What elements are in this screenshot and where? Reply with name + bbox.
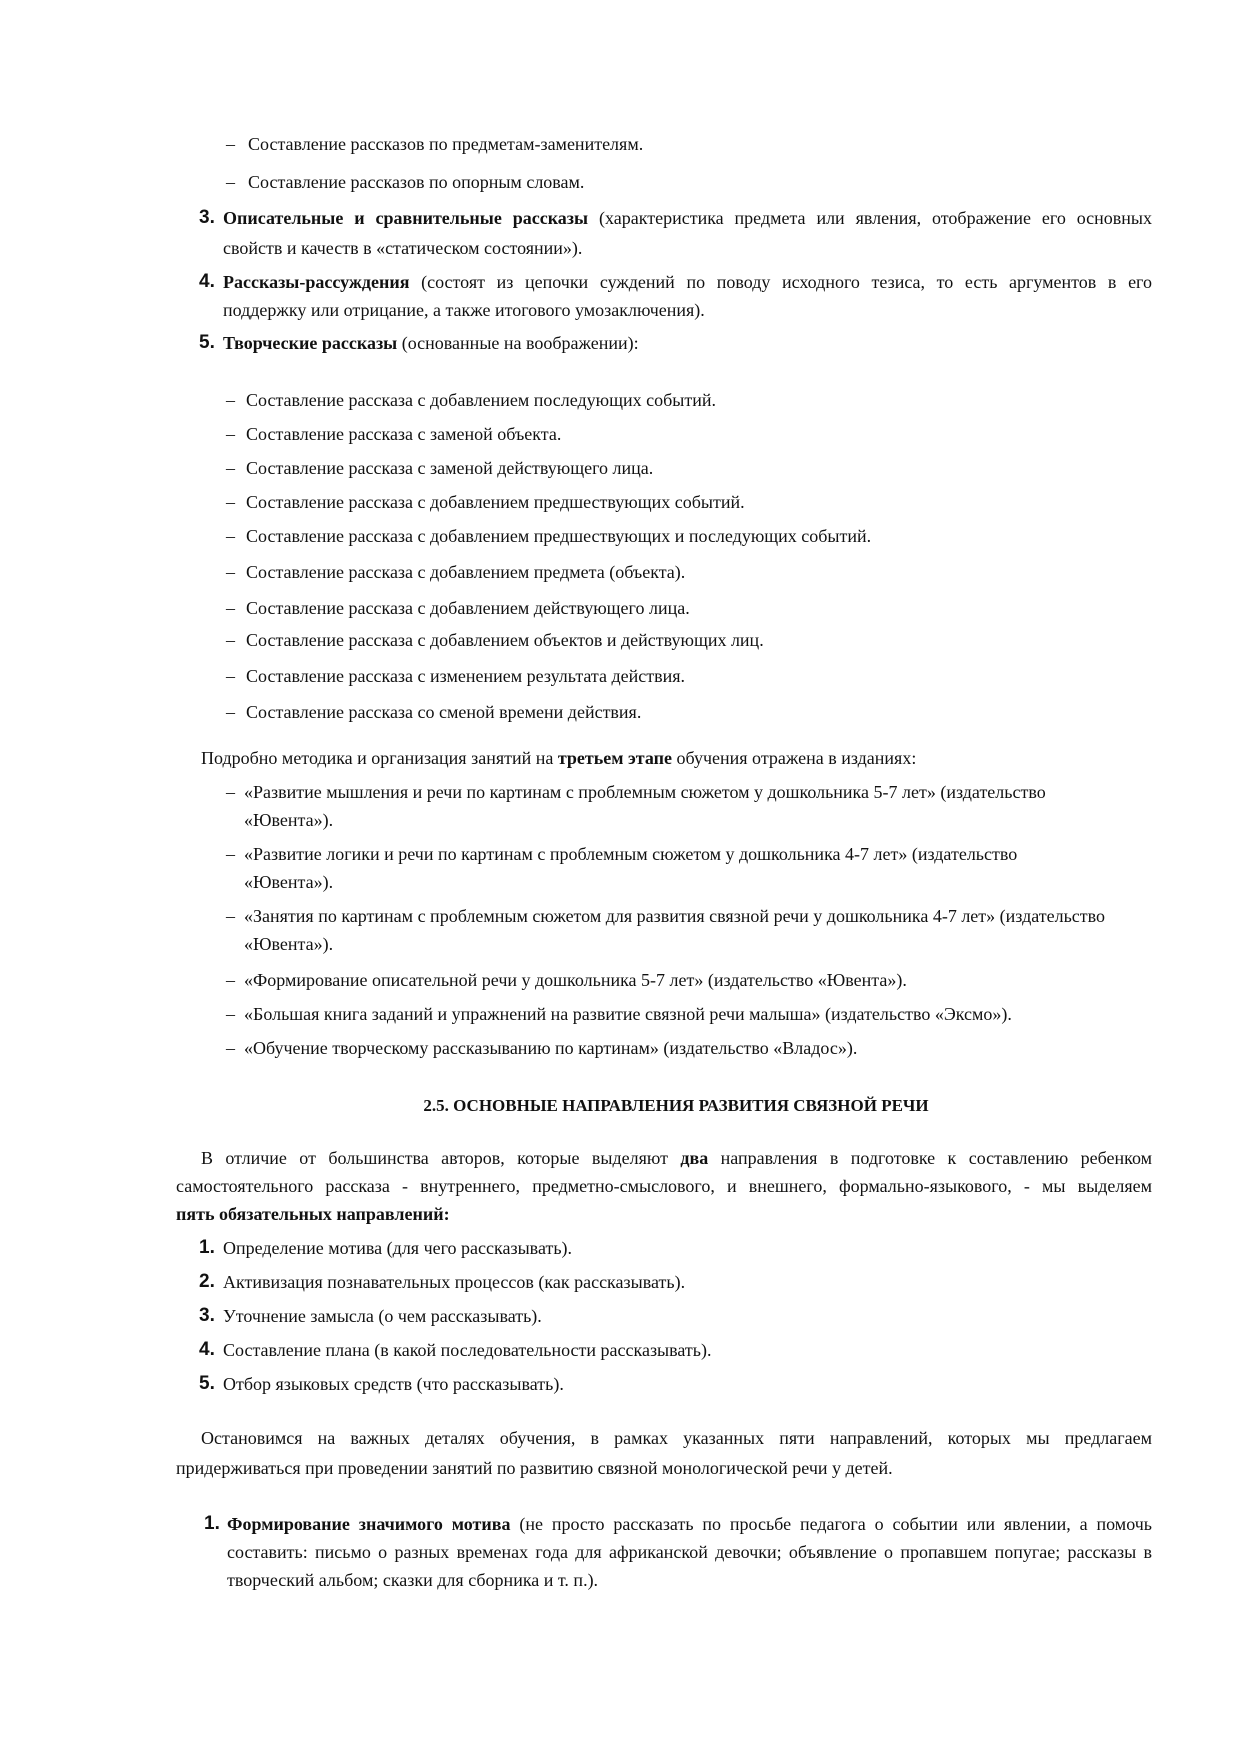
dash-marker: –: [226, 172, 235, 192]
list-item: Составление рассказа с добавлением последующих событий.: [246, 390, 716, 410]
list-number: 3.: [199, 207, 215, 228]
story-type-5: Творческие рассказы (основанные на воображении):: [223, 333, 639, 353]
list-number: 4.: [199, 1339, 215, 1360]
list-item: Составление рассказа с добавлением предмета (объекта).: [246, 562, 686, 582]
dash-marker: –: [226, 562, 235, 582]
details-paragraph-line2: придерживаться при проведении занятий по развитию связной монологической речи у детей.: [176, 1458, 893, 1478]
dash-marker: –: [226, 598, 235, 618]
publication-item: «Развитие логики и речи по картинам с проблемным сюжетом у дошкольника 4-7 лет» (издательство: [244, 844, 1018, 864]
list-item: Составление рассказа с заменой действующего лица.: [246, 458, 654, 478]
direction-item: Уточнение замысла (о чем рассказывать).: [223, 1306, 542, 1326]
dash-marker: –: [226, 1038, 235, 1058]
dash-marker: –: [226, 1004, 235, 1024]
story-type-title: Творческие рассказы: [223, 333, 398, 353]
list-item: Составление рассказа с добавлением предшествующих событий.: [246, 492, 745, 512]
story-type-3-cont: свойств и качеств в «статическом состоянии»).: [223, 238, 583, 258]
direction-item: Составление плана (в какой последовательности рассказывать).: [223, 1340, 712, 1360]
dash-marker: –: [226, 390, 235, 410]
list-item: Составление рассказа со сменой времени действия.: [246, 702, 642, 722]
dash-marker: –: [226, 458, 235, 478]
publication-item: «Большая книга заданий и упражнений на развитие связной речи малыша» (издательство «Эксмо»).: [244, 1004, 1012, 1024]
dash-marker: –: [226, 492, 235, 512]
story-type-4-cont: поддержку или отрицание, а также итогового умозаключения).: [223, 300, 705, 320]
list-item: Составление рассказов по опорным словам.: [248, 172, 585, 192]
story-type-4: Рассказы-рассуждения (состоят из цепочки суждений по поводу исходного тезиса, то есть аргументов в его: [223, 272, 1152, 292]
list-item: Составление рассказа с добавлением объектов и действующих лиц.: [246, 630, 764, 650]
list-number: 5.: [199, 1373, 215, 1394]
final-item-line1: Формирование значимого мотива (не просто рассказать по просьбе педагога о событии или явлении, а помочь: [227, 1514, 1152, 1534]
dash-marker: –: [226, 424, 235, 444]
story-type-title: Рассказы-рассуждения: [223, 272, 410, 292]
list-item: Составление рассказов по предметам-заменителям.: [248, 134, 644, 154]
dash-marker: –: [226, 782, 235, 802]
publication-item-cont: «Ювента»).: [244, 934, 334, 954]
publication-item: «Формирование описательной речи у дошкольника 5-7 лет» (издательство «Ювента»).: [244, 970, 907, 990]
dash-marker: –: [226, 526, 235, 546]
list-number: 3.: [199, 1305, 215, 1326]
story-type-3: Описательные и сравнительные рассказы (характеристика предмета или явления, отображение его основных: [223, 208, 1153, 228]
list-number: 5.: [199, 332, 215, 353]
details-paragraph-line1: Остановимся на важных деталях обучения, в рамках указанных пяти направлений, которых мы предлагаем: [201, 1428, 1152, 1448]
list-item: Составление рассказа с добавлением действующего лица.: [246, 598, 690, 618]
list-item: Составление рассказа с заменой объекта.: [246, 424, 562, 444]
intro-paragraph-line2: самостоятельного рассказа - внутреннего, предметно-смыслового, и внешнего, формально-языкового, - мы выделяем: [176, 1176, 1152, 1196]
dash-marker: –: [226, 666, 235, 686]
direction-item: Отбор языковых средств (что рассказывать).: [223, 1374, 564, 1394]
list-number: 2.: [199, 1271, 215, 1292]
dash-marker: –: [226, 906, 235, 926]
publication-item-cont: «Ювента»).: [244, 872, 334, 892]
list-item: Составление рассказа с изменением результата действия.: [246, 666, 686, 686]
publication-item: «Занятия по картинам с проблемным сюжетом для развития связной речи у дошкольника 4-7 лет» (издательство: [244, 906, 1106, 926]
intro-paragraph-line1: В отличие от большинства авторов, которые выделяют два направления в подготовке к составлению ребенком: [201, 1148, 1152, 1168]
third-stage-paragraph: Подробно методика и организация занятий на третьем этапе обучения отражена в изданиях:: [201, 748, 917, 768]
final-item-line3: творческий альбом; сказки для сборника и т. п.).: [227, 1570, 599, 1590]
dash-marker: –: [226, 702, 235, 722]
story-type-title: Описательные и сравнительные рассказы: [223, 208, 589, 228]
dash-marker: –: [226, 970, 235, 990]
direction-item: Определение мотива (для чего рассказывать).: [223, 1238, 573, 1258]
publication-item: «Развитие мышления и речи по картинам с проблемным сюжетом у дошкольника 5-7 лет» (издательство: [244, 782, 1046, 802]
list-item: Составление рассказа с добавлением предшествующих и последующих событий.: [246, 526, 872, 546]
list-number: 4.: [199, 271, 215, 292]
direction-item: Активизация познавательных процессов (как рассказывать).: [223, 1272, 686, 1292]
publication-item-cont: «Ювента»).: [244, 810, 334, 830]
dash-marker: –: [226, 134, 235, 154]
intro-paragraph-line3: пять обязательных направлений:: [176, 1204, 450, 1224]
publication-item: «Обучение творческому рассказыванию по картинам» (издательство «Владос»).: [244, 1038, 858, 1058]
section-heading: 2.5. ОСНОВНЫЕ НАПРАВЛЕНИЯ РАЗВИТИЯ СВЯЗНОЙ РЕЧИ: [423, 1096, 929, 1115]
list-number: 1.: [204, 1513, 220, 1534]
final-item-line2: составить: письмо о разных временах года для африканской девочки; объявление о пропавшем попугае; рассказы в: [227, 1542, 1152, 1562]
list-number: 1.: [199, 1237, 215, 1258]
dash-marker: –: [226, 630, 235, 650]
dash-marker: –: [226, 844, 235, 864]
